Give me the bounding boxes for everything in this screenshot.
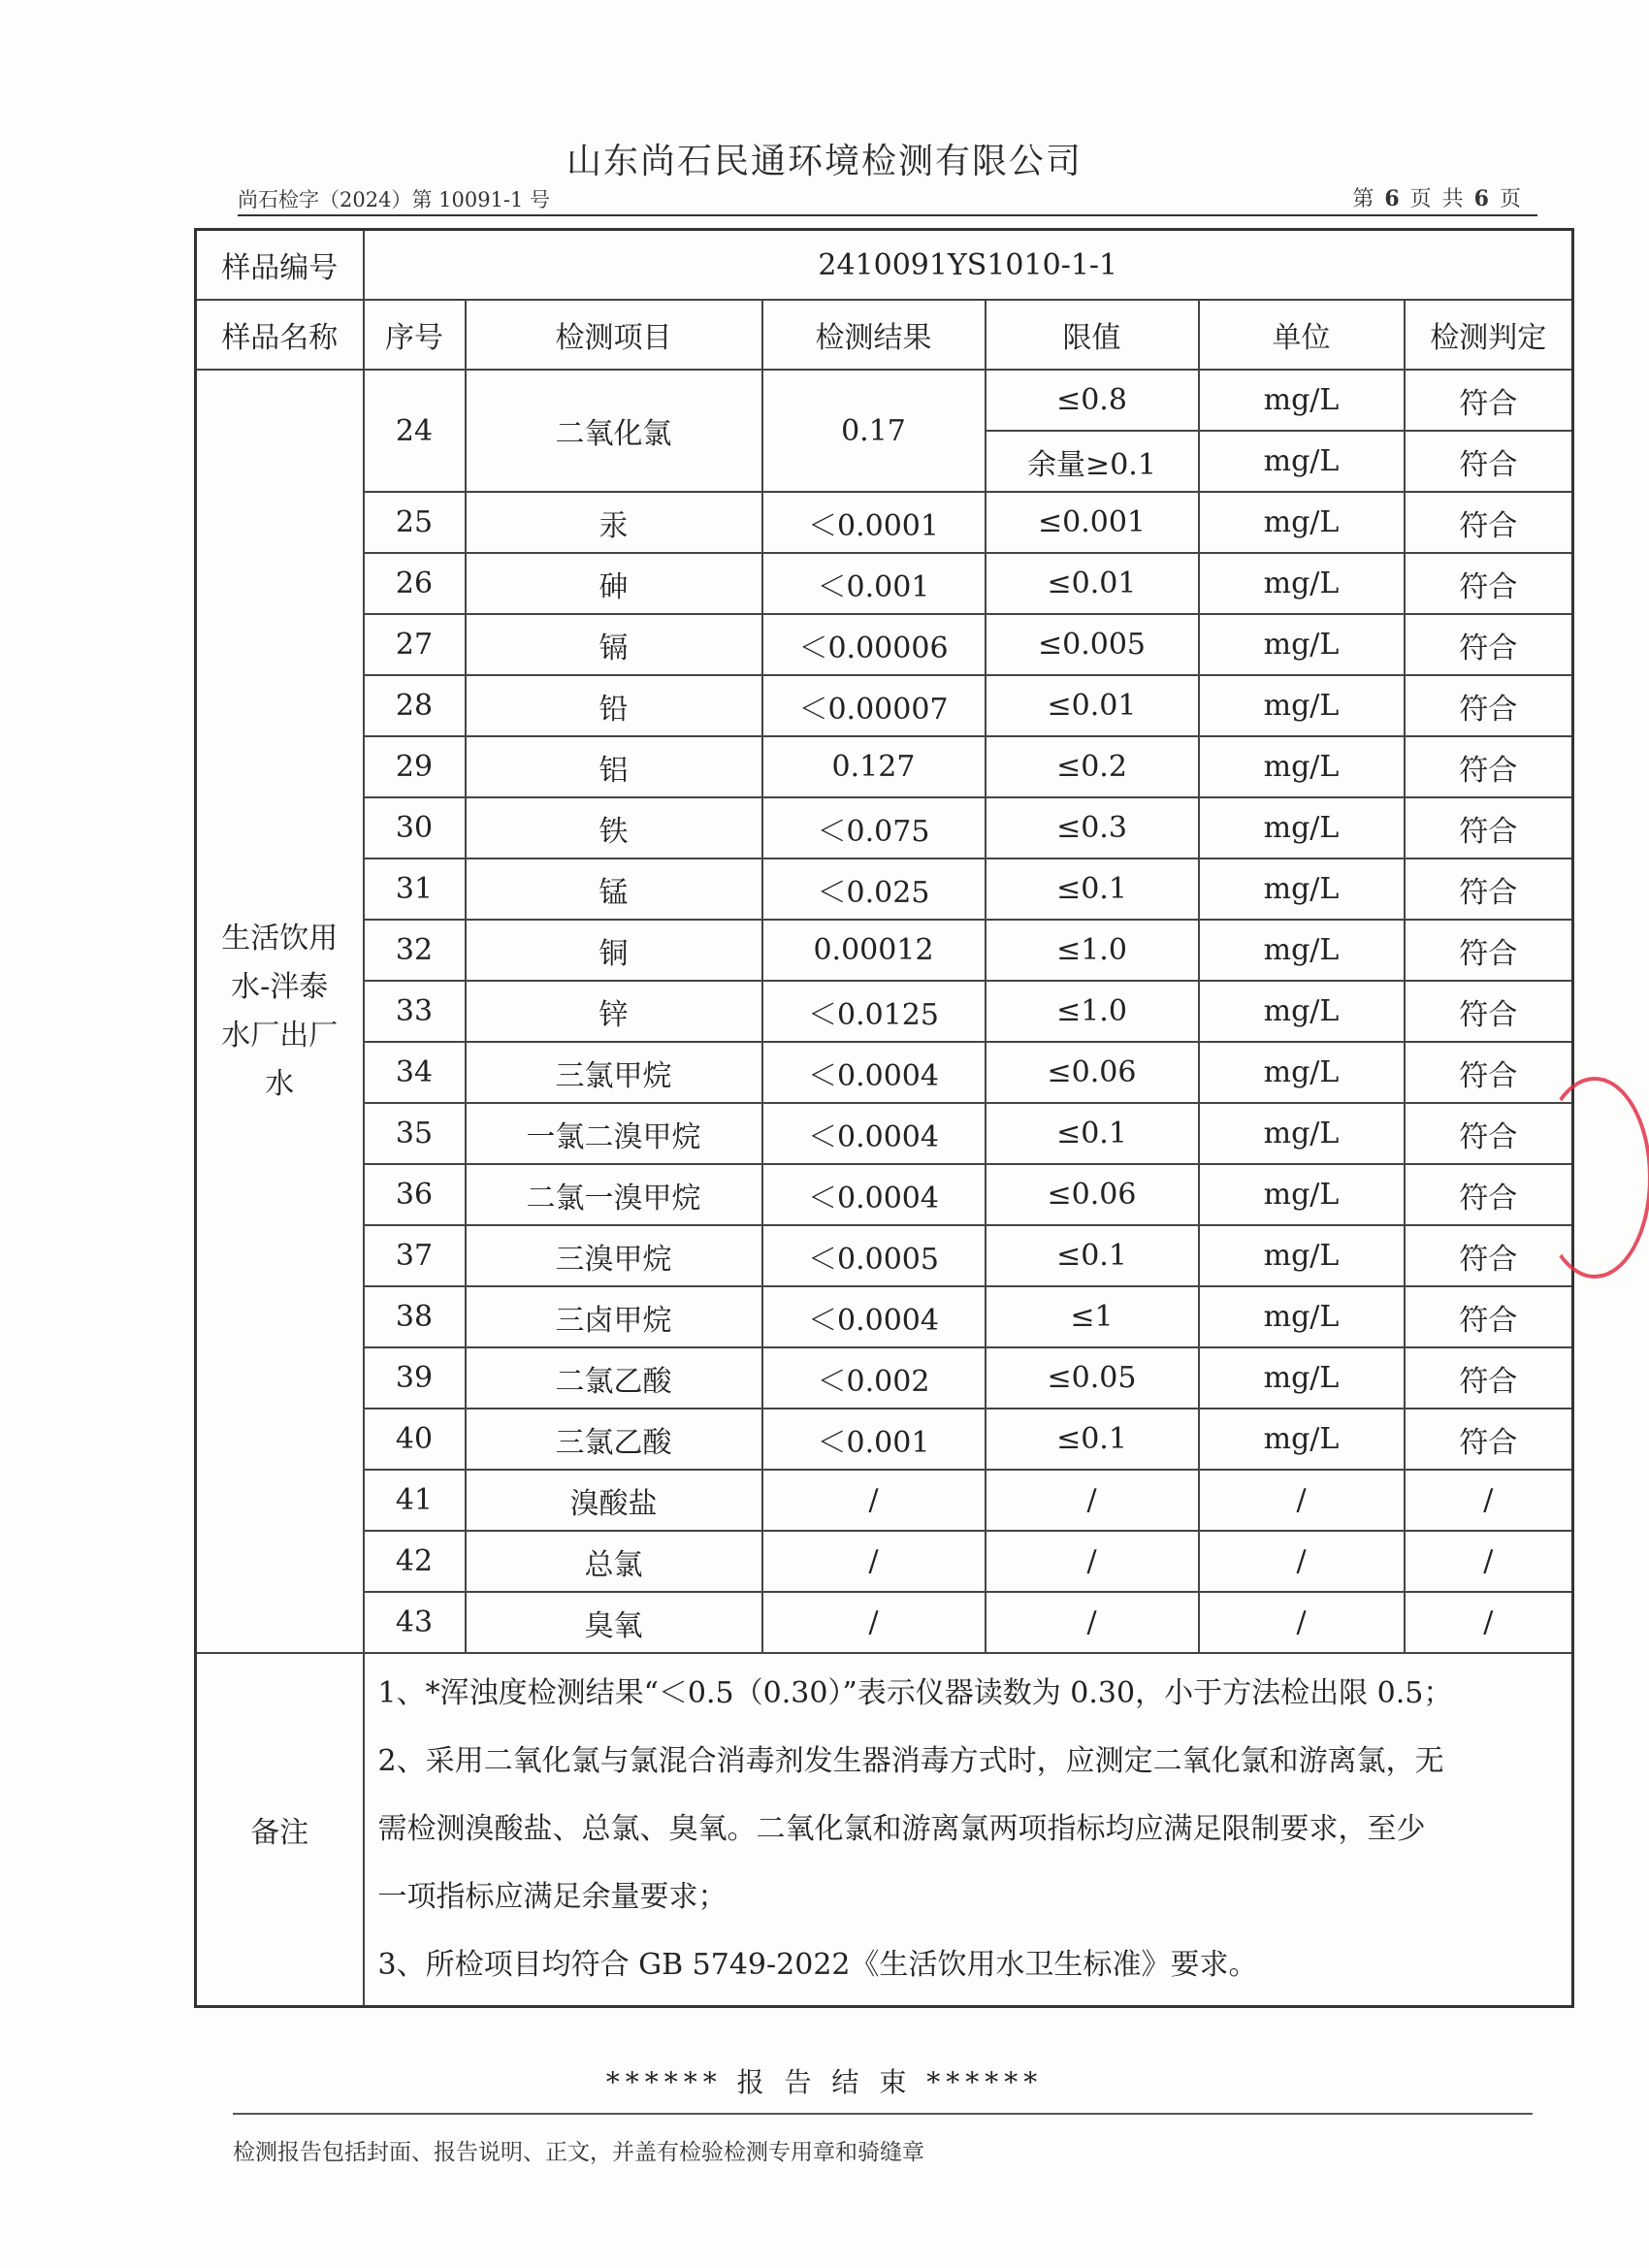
remarks-content (364, 1653, 1573, 2007)
limit-value: ≤0.8 (986, 370, 1199, 431)
table-row (196, 1531, 1573, 1592)
unit: mg/L (1199, 736, 1405, 797)
test-result: 0.17 (762, 370, 986, 492)
table-row (196, 1103, 1573, 1164)
unit: / (1199, 1470, 1405, 1531)
sample-name-line: 水厂出厂 (221, 1018, 339, 1053)
test-result: ＜0.0004 (762, 1103, 986, 1164)
table-row (196, 1286, 1573, 1347)
limit-value: / (986, 1592, 1199, 1653)
table-row (196, 553, 1573, 614)
test-item: 铜 (466, 920, 762, 981)
row-number: 39 (364, 1347, 466, 1409)
judgement: 符合 (1405, 859, 1573, 920)
row-number: 43 (364, 1592, 466, 1653)
limit-value: ≤0.01 (986, 675, 1199, 736)
table-row (196, 920, 1573, 981)
results-table (194, 228, 1574, 2008)
col-header-sample-name: 样品名称 (196, 300, 364, 370)
test-item: 二氯一溴甲烷 (466, 1164, 762, 1225)
unit: mg/L (1199, 981, 1405, 1042)
table-row (196, 1592, 1573, 1653)
unit: mg/L (1199, 1042, 1405, 1103)
limit-value: ≤0.001 (986, 492, 1199, 553)
sample-number-value: 2410091YS1010-1-1 (364, 230, 1573, 301)
unit: mg/L (1199, 1103, 1405, 1164)
limit-value: ≤0.1 (986, 1103, 1199, 1164)
judgement: 符合 (1405, 1103, 1573, 1164)
sample-name-line: 生活饮用 (221, 921, 339, 956)
limit-value: ≤0.06 (986, 1164, 1199, 1225)
test-result: ＜0.075 (762, 797, 986, 859)
test-item: 锌 (466, 981, 762, 1042)
unit: mg/L (1199, 492, 1405, 553)
table-row (196, 981, 1573, 1042)
test-item: 溴酸盐 (466, 1470, 762, 1531)
table-row (196, 1347, 1573, 1409)
unit: / (1199, 1531, 1405, 1592)
table-row (196, 1225, 1573, 1286)
report-number: 尚石检字（2024）第 10091-1 号 (238, 188, 551, 211)
limit-value: ≤0.1 (986, 1225, 1199, 1286)
row-number: 29 (364, 736, 466, 797)
table-row (196, 797, 1573, 859)
table-row (196, 859, 1573, 920)
limit-value: / (986, 1531, 1199, 1592)
test-result: ＜0.00007 (762, 675, 986, 736)
limit-value: / (986, 1470, 1199, 1531)
row-number: 24 (364, 370, 466, 492)
row-number: 25 (364, 492, 466, 553)
column-header-row (196, 300, 1573, 370)
test-result: / (762, 1592, 986, 1653)
table-row (196, 736, 1573, 797)
judgement: 符合 (1405, 1347, 1573, 1409)
remark-line: 3、所检项目均符合 GB 5749-2022《生活饮用水卫生标准》要求。 (377, 1948, 1258, 1982)
col-header-limit: 限值 (986, 300, 1199, 370)
test-item: 二氧化氯 (466, 370, 762, 492)
test-item: 三溴甲烷 (466, 1225, 762, 1286)
sample-name-cell (196, 370, 364, 1653)
test-item: 铝 (466, 736, 762, 797)
limit-value: ≤0.05 (986, 1347, 1199, 1409)
table-row (196, 1409, 1573, 1470)
row-number: 30 (364, 797, 466, 859)
test-item: 铅 (466, 675, 762, 736)
unit: mg/L (1199, 1164, 1405, 1225)
limit-value: ≤1.0 (986, 981, 1199, 1042)
limit-value: ≤0.06 (986, 1042, 1199, 1103)
row-number: 31 (364, 859, 466, 920)
test-item: 铁 (466, 797, 762, 859)
row-number: 28 (364, 675, 466, 736)
limit-value: 余量≥0.1 (986, 431, 1199, 492)
unit: mg/L (1199, 370, 1405, 431)
sample-number-row (196, 230, 1573, 301)
header-divider (238, 214, 1537, 216)
col-header-no: 序号 (364, 300, 466, 370)
report-end-marker: ****** 报 告 结 束 ****** (605, 2066, 1044, 2098)
test-result: ＜0.0125 (762, 981, 986, 1042)
judgement: 符合 (1405, 675, 1573, 736)
unit: / (1199, 1592, 1405, 1653)
unit: mg/L (1199, 1225, 1405, 1286)
unit: mg/L (1199, 553, 1405, 614)
row-number: 34 (364, 1042, 466, 1103)
row-number: 33 (364, 981, 466, 1042)
test-item: 二氯乙酸 (466, 1347, 762, 1409)
limit-value: ≤0.1 (986, 859, 1199, 920)
judgement: 符合 (1405, 1225, 1573, 1286)
row-number: 35 (364, 1103, 466, 1164)
judgement: 符合 (1405, 920, 1573, 981)
judgement: 符合 (1405, 1409, 1573, 1470)
test-result: ＜0.001 (762, 1409, 986, 1470)
row-number: 41 (364, 1470, 466, 1531)
company-title: 山东尚石民通环境检测有限公司 (566, 142, 1083, 181)
sample-name-line: 水 (265, 1066, 295, 1101)
col-header-item: 检测项目 (466, 300, 762, 370)
unit: mg/L (1199, 675, 1405, 736)
test-result: ＜0.0004 (762, 1164, 986, 1225)
row-number: 26 (364, 553, 466, 614)
test-result: ＜0.00006 (762, 614, 986, 675)
test-result: ＜0.025 (762, 859, 986, 920)
judgement: 符合 (1405, 370, 1573, 431)
limit-value: ≤0.01 (986, 553, 1199, 614)
test-item: 一氯二溴甲烷 (466, 1103, 762, 1164)
test-result: ＜0.001 (762, 553, 986, 614)
page-total: 6 (1473, 186, 1491, 211)
judgement: 符合 (1405, 797, 1573, 859)
test-result: ＜0.0005 (762, 1225, 986, 1286)
test-item: 镉 (466, 614, 762, 675)
row-number: 36 (364, 1164, 466, 1225)
table-row (196, 1042, 1573, 1103)
limit-value: ≤0.1 (986, 1409, 1199, 1470)
limit-value: ≤1 (986, 1286, 1199, 1347)
test-result: ＜0.0004 (762, 1286, 986, 1347)
page-current: 6 (1384, 186, 1402, 211)
judgement: 符合 (1405, 736, 1573, 797)
judgement: 符合 (1405, 431, 1573, 492)
col-header-result: 检测结果 (762, 300, 986, 370)
page-indicator (1352, 182, 1523, 212)
unit: mg/L (1199, 859, 1405, 920)
unit: mg/L (1199, 431, 1405, 492)
page-suffix: 页 (1499, 187, 1523, 211)
test-result: / (762, 1531, 986, 1592)
judgement: 符合 (1405, 553, 1573, 614)
test-result: / (762, 1470, 986, 1531)
table-row (196, 614, 1573, 675)
footer-note: 检测报告包括封面、报告说明、正文，并盖有检验检测专用章和骑缝章 (233, 2140, 924, 2165)
page-mid: 页 共 (1409, 187, 1466, 211)
test-result: 0.00012 (762, 920, 986, 981)
table-row (196, 1164, 1573, 1225)
row-number: 38 (364, 1286, 466, 1347)
judgement: / (1405, 1470, 1573, 1531)
test-item: 砷 (466, 553, 762, 614)
unit: mg/L (1199, 1286, 1405, 1347)
test-item: 三氯乙酸 (466, 1409, 762, 1470)
table-row (196, 492, 1573, 553)
row-number: 27 (364, 614, 466, 675)
sample-number-label: 样品编号 (196, 230, 364, 301)
remarks-label: 备注 (196, 1653, 364, 2007)
table-row (196, 370, 1573, 431)
row-number: 37 (364, 1225, 466, 1286)
unit: mg/L (1199, 1347, 1405, 1409)
col-header-unit: 单位 (1199, 300, 1405, 370)
unit: mg/L (1199, 614, 1405, 675)
judgement: 符合 (1405, 614, 1573, 675)
test-result: 0.127 (762, 736, 986, 797)
red-seal-stamp (1537, 1077, 1649, 1279)
judgement: 符合 (1405, 1042, 1573, 1103)
test-result: ＜0.0004 (762, 1042, 986, 1103)
limit-value: ≤0.3 (986, 797, 1199, 859)
limit-value: ≤1.0 (986, 920, 1199, 981)
unit: mg/L (1199, 1409, 1405, 1470)
judgement: 符合 (1405, 1286, 1573, 1347)
remark-line: 一项指标应满足余量要求； (377, 1880, 728, 1914)
sample-name-line: 水-泮泰 (231, 969, 329, 1004)
judgement: 符合 (1405, 981, 1573, 1042)
test-item: 臭氧 (466, 1592, 762, 1653)
judgement: 符合 (1405, 1164, 1573, 1225)
page-prefix: 第 (1352, 187, 1376, 211)
remark-line: 1、*浑浊度检测结果“＜0.5（0.30）”表示仪器读数为 0.30，小于方法检出限 0.5； (377, 1676, 1453, 1710)
test-item: 总氯 (466, 1531, 762, 1592)
judgement: / (1405, 1531, 1573, 1592)
judgement: / (1405, 1592, 1573, 1653)
test-item: 三卤甲烷 (466, 1286, 762, 1347)
table-row (196, 1470, 1573, 1531)
test-item: 三氯甲烷 (466, 1042, 762, 1103)
limit-value: ≤0.2 (986, 736, 1199, 797)
test-item: 汞 (466, 492, 762, 553)
unit: mg/L (1199, 797, 1405, 859)
footer-divider (233, 2113, 1533, 2115)
test-result: ＜0.002 (762, 1347, 986, 1409)
test-item: 锰 (466, 859, 762, 920)
limit-value: ≤0.005 (986, 614, 1199, 675)
unit: mg/L (1199, 920, 1405, 981)
row-number: 40 (364, 1409, 466, 1470)
table-row (196, 675, 1573, 736)
remarks-row (196, 1653, 1573, 2007)
col-header-judgement: 检测判定 (1405, 300, 1573, 370)
remark-line: 2、采用二氧化氯与氯混合消毒剂发生器消毒方式时，应测定二氧化氯和游离氯，无 (377, 1744, 1444, 1778)
judgement: 符合 (1405, 492, 1573, 553)
row-number: 42 (364, 1531, 466, 1592)
remark-line: 需检测溴酸盐、总氯、臭氧。二氧化氯和游离氯两项指标均应满足限制要求，至少 (377, 1812, 1426, 1846)
row-number: 32 (364, 920, 466, 981)
test-result: ＜0.0001 (762, 492, 986, 553)
